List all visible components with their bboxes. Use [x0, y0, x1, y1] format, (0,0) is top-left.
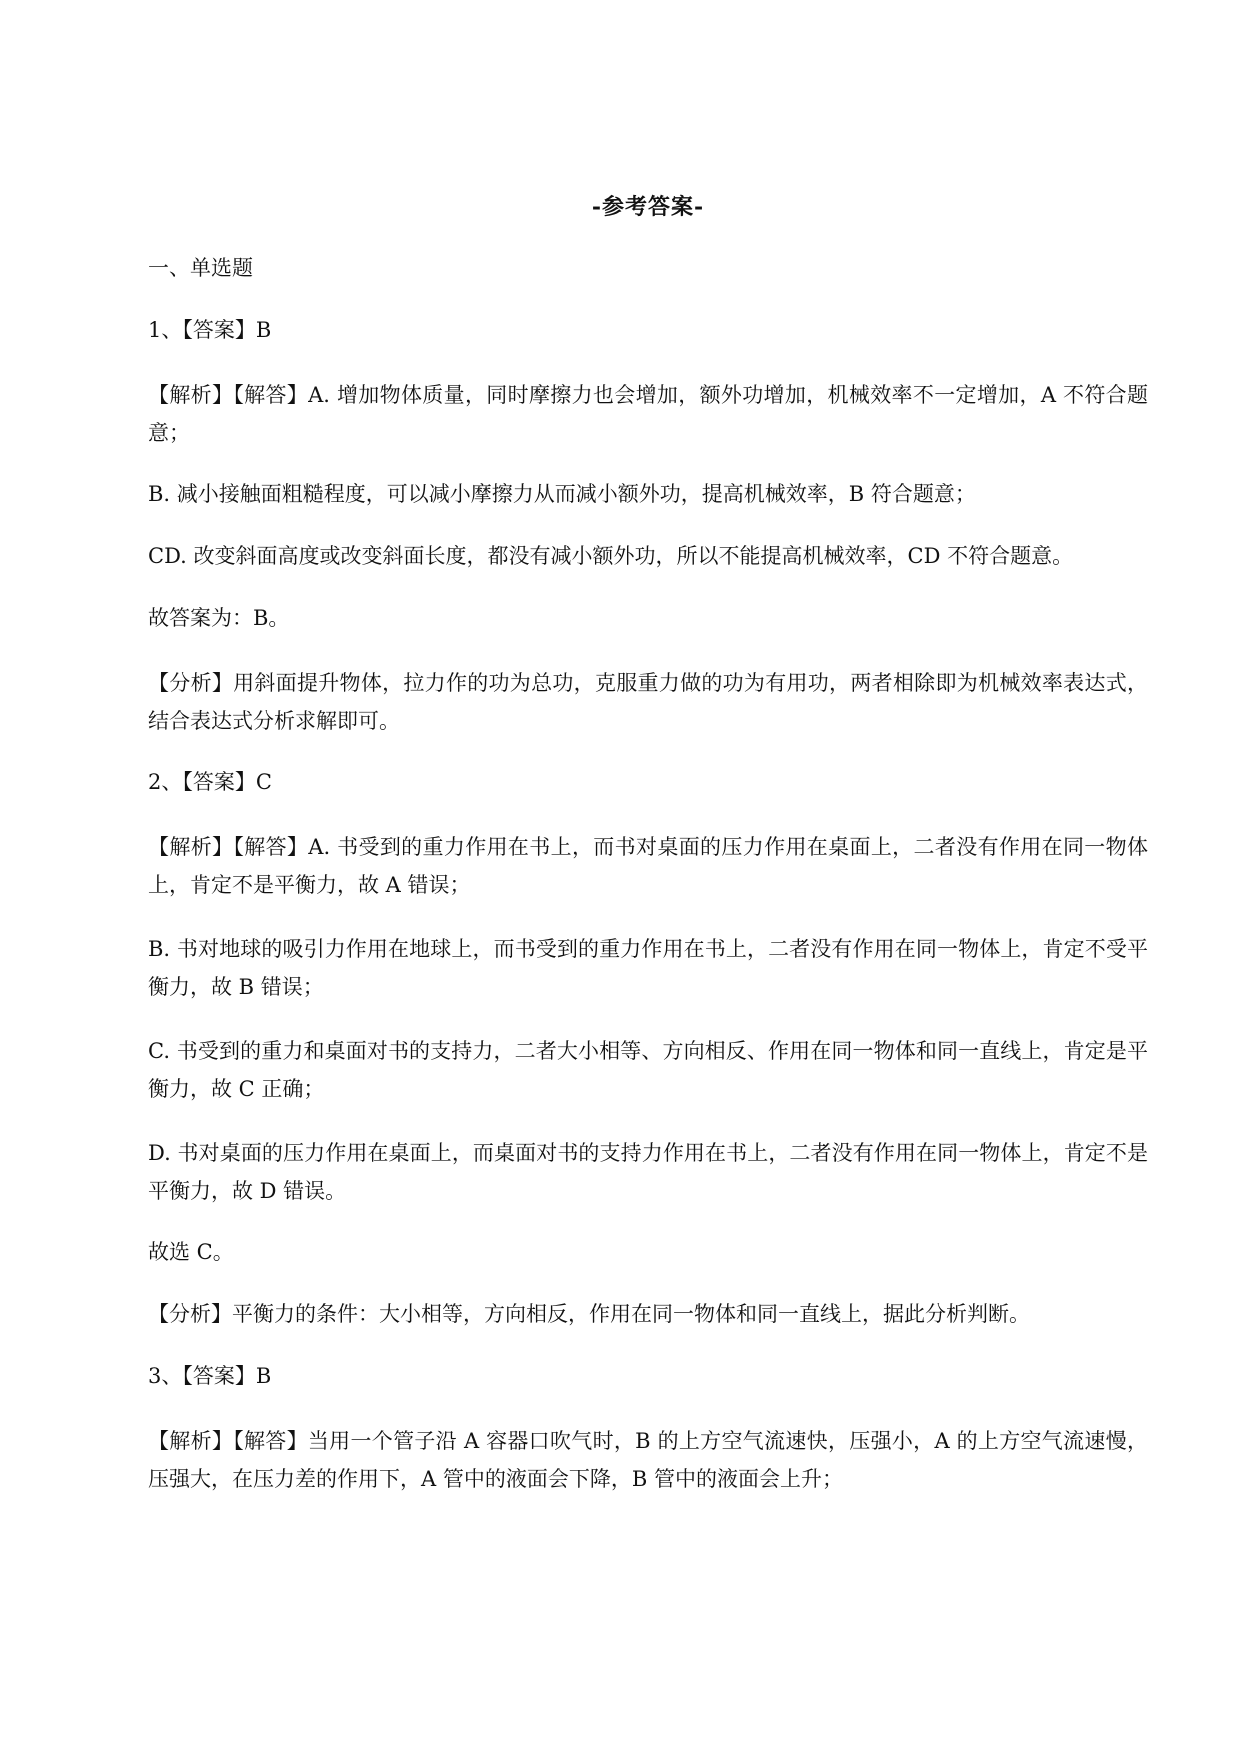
- q1-fenxi: 【分析】用斜面提升物体，拉力作的功为总功，克服重力做的功为有用功，两者相除即为机械效率表达式，结合表达式分析求解即可。: [148, 671, 1148, 733]
- q1-analysis-b: B. 减小接触面粗糙程度，可以减小摩擦力从而减小额外功，提高机械效率，B 符合题意；: [148, 482, 976, 506]
- q2-analysis-a: 【解析】【解答】A. 书受到的重力作用在书上，而书对桌面的压力作用在桌面上，二者没有作用在同一物体上，肯定不是平衡力，故 A 错误；: [148, 835, 1148, 897]
- q2-analysis-d: D. 书对桌面的压力作用在桌面上，而桌面对书的支持力作用在书上，二者没有作用在同一物体上，肯定不是平衡力，故 D 错误。: [148, 1141, 1148, 1203]
- q1-analysis-a: 【解析】【解答】A. 增加物体质量，同时摩擦力也会增加，额外功增加，机械效率不一定增加，A 不符合题意；: [148, 383, 1148, 445]
- q3-analysis: 【解析】【解答】当用一个管子沿 A 容器口吹气时，B 的上方空气流速快，压强小，A 的上方空气流速慢，压强大，在压力差的作用下，A 管中的液面会下降，B 管中的液面会上升；: [148, 1429, 1148, 1491]
- q1-answer: 1、【答案】B: [148, 318, 272, 342]
- page-title: -参考答案-: [591, 194, 705, 220]
- q2-fenxi: 【分析】平衡力的条件：大小相等，方向相反，作用在同一物体和同一直线上，据此分析判断。: [148, 1302, 1030, 1326]
- answer-page: [148, 192, 1148, 1524]
- q1-conclusion: 故答案为：B。: [148, 606, 290, 630]
- q3-answer: 3、【答案】B: [148, 1364, 272, 1388]
- q2-analysis-c: C. 书受到的重力和桌面对书的支持力，二者大小相等、方向相反、作用在同一物体和同一直线上，肯定是平衡力，故 C 正确；: [148, 1039, 1148, 1101]
- q2-answer: 2、【答案】C: [148, 770, 272, 794]
- section-heading: 一、单选题: [148, 256, 253, 280]
- q1-analysis-cd: CD. 改变斜面高度或改变斜面长度，都没有减小额外功，所以不能提高机械效率，CD 不符合题意。: [148, 544, 1074, 568]
- q2-conclusion: 故选 C。: [148, 1240, 234, 1264]
- q2-analysis-b: B. 书对地球的吸引力作用在地球上，而书受到的重力作用在书上，二者没有作用在同一物体上，肯定不受平衡力，故 B 错误；: [148, 937, 1148, 999]
